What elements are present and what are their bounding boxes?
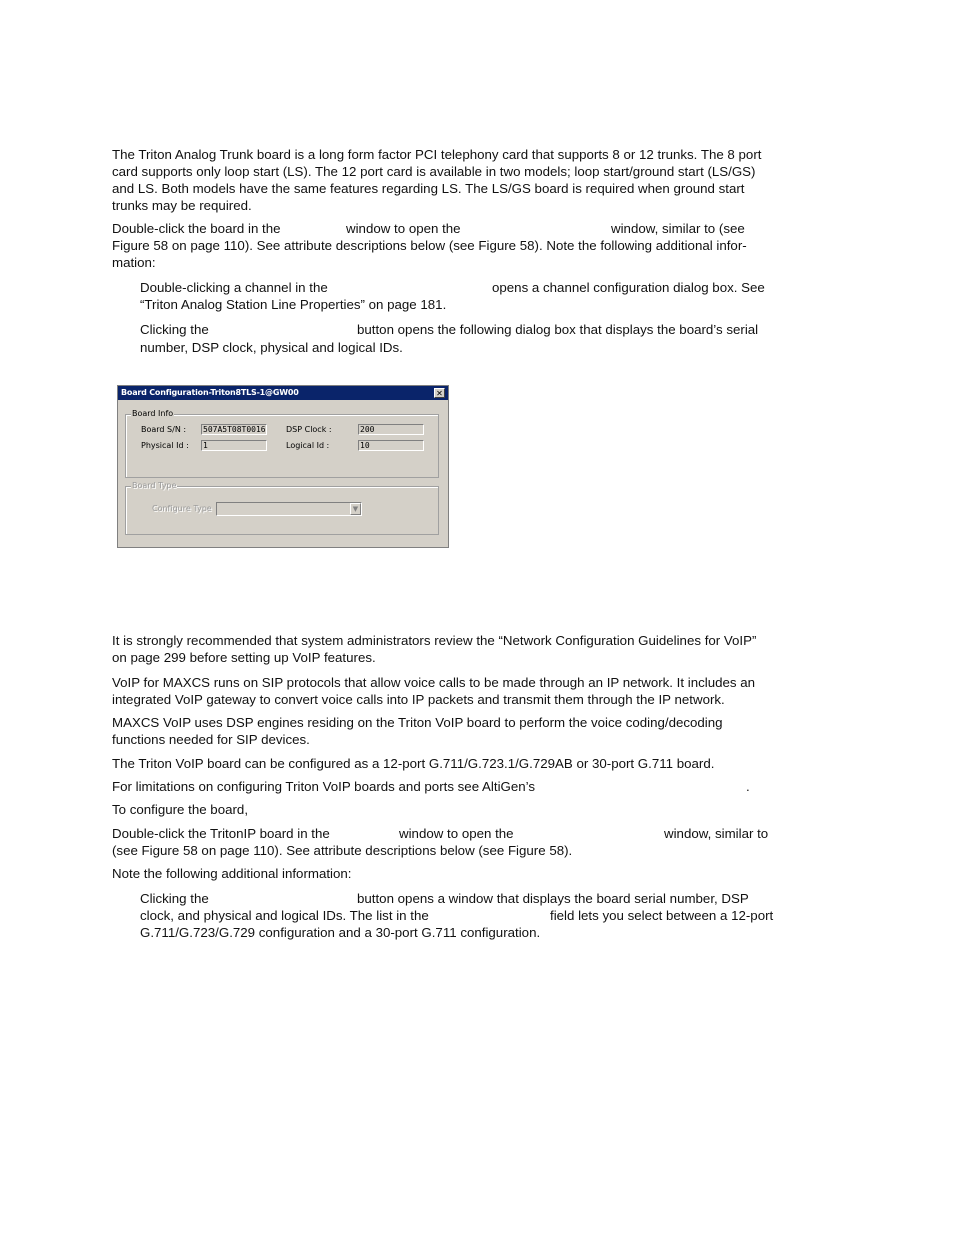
text-fragment: window, similar to xyxy=(664,826,769,841)
text-fragment: Double-click the TritonIP board in the xyxy=(112,826,330,841)
board-configuration-dialog xyxy=(117,385,449,548)
text-fragment: opens a channel configuration dialog box. See xyxy=(492,280,765,295)
physical-id-field[interactable]: 1 xyxy=(201,440,267,451)
board-info-group xyxy=(125,409,439,478)
logical-id-label: Logical Id : xyxy=(286,441,330,450)
group-label: Board Type xyxy=(132,481,177,490)
dsp-clock-field[interactable]: 200 xyxy=(358,424,424,435)
text-line: integrated VoIP gateway to convert voice calls into IP packets and transmit them through the IP network. xyxy=(112,692,725,707)
dialog-title: Board Configuration-Triton8TLS-1@GW00 xyxy=(118,386,448,400)
text-line: It is strongly recommended that system administrators review the “Network Configuration Guidelines for VoIP” xyxy=(112,633,757,648)
configure-type-select[interactable] xyxy=(216,502,362,516)
text-line: trunks may be required. xyxy=(112,198,252,213)
text-line: on page 299 before setting up VoIP features. xyxy=(112,650,376,665)
chevron-down-icon[interactable]: ▼ xyxy=(350,503,361,515)
text-line xyxy=(112,220,281,237)
text-line: functions needed for SIP devices. xyxy=(112,732,310,747)
text-line: number, DSP clock, physical and logical IDs. xyxy=(140,340,403,355)
text-line: “Triton Analog Station Line Properties” on page 181. xyxy=(140,297,447,312)
text-fragment: clock, and physical and logical IDs. The list in the xyxy=(140,908,429,923)
text-line: and LS. Both models have the same features regarding LS. The LS/GS board is required when ground start xyxy=(112,181,745,196)
dsp-clock-label: DSP Clock : xyxy=(286,425,332,434)
configure-type-label: Configure Type xyxy=(152,504,212,513)
logical-id-field[interactable]: 10 xyxy=(358,440,424,451)
text-fragment: Clicking the xyxy=(140,891,209,906)
text-fragment: button opens a window that displays the board serial number, DSP xyxy=(357,891,749,906)
text-line: G.711/G.723/G.729 configuration and a 30-port G.711 configuration. xyxy=(140,925,541,940)
voip-board-config-text: The Triton VoIP board can be configured as a 12-port G.711/G.723.1/G.729AB or 30-port G.711 board. xyxy=(112,756,715,771)
note-text: Note the following additional information: xyxy=(112,866,352,881)
text-fragment: Clicking the xyxy=(140,322,209,337)
text-line: card supports only loop start (LS). The 12 port card is available in two models; loop start/ground start (LS/GS) xyxy=(112,164,756,179)
close-icon[interactable]: ✕ xyxy=(434,388,445,398)
text-fragment: For limitations on configuring Triton VoIP boards and ports see AltiGen’s xyxy=(112,779,536,794)
text-line: The Triton Analog Trunk board is a long form factor PCI telephony card that supports 8 or 12 trunks. The 8 port xyxy=(112,147,762,162)
text-fragment: window to open the xyxy=(346,221,461,236)
text-fragment: . xyxy=(746,779,750,794)
text-fragment: field lets you select between a 12-port xyxy=(550,908,774,923)
board-sn-label: Board S/N : xyxy=(141,425,187,434)
text-fragment: button opens the following dialog box that displays the board’s serial xyxy=(357,322,759,337)
text-fragment: window, similar to (see xyxy=(611,221,745,236)
text-fragment: Double-clicking a channel in the xyxy=(140,280,328,295)
text-line: mation: xyxy=(112,255,156,270)
text-line: (see Figure 58 on page 110). See attribute descriptions below (see Figure 58). xyxy=(112,843,573,858)
group-label: Board Info xyxy=(132,409,174,418)
text-line: Figure 58 on page 110). See attribute descriptions below (see Figure 58). Note the following additional infor- xyxy=(112,238,747,253)
text-line: VoIP for MAXCS runs on SIP protocols that allow voice calls to be made through an IP network. It includes an xyxy=(112,675,756,690)
configure-board-text: To configure the board, xyxy=(112,802,249,817)
text-fragment: window to open the xyxy=(399,826,514,841)
text-line xyxy=(346,220,461,237)
physical-id-label: Physical Id : xyxy=(141,441,189,450)
board-type-group xyxy=(125,481,439,535)
text-line: MAXCS VoIP uses DSP engines residing on the Triton VoIP board to perform the voice coding/decoding xyxy=(112,715,723,730)
board-sn-field[interactable]: 507A5T08T0016 xyxy=(203,425,266,434)
text-line xyxy=(611,220,745,237)
text-fragment: Double-click the board in the xyxy=(112,221,281,236)
